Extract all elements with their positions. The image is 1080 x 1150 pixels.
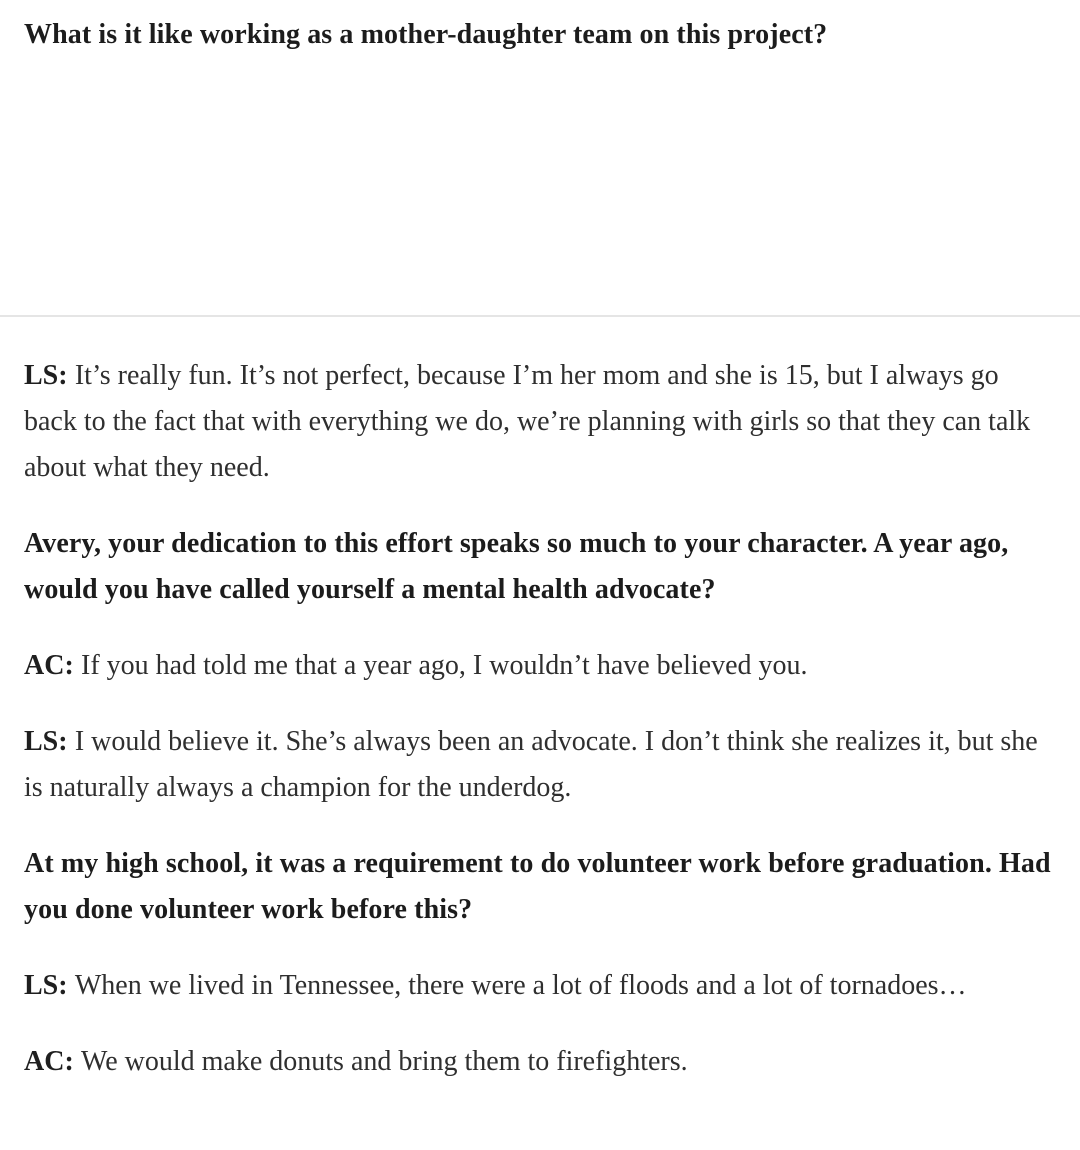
- answer-paragraph: [24, 353, 1056, 491]
- answer-text: We would make donuts and bring them to firefighters.: [81, 1046, 688, 1077]
- answer-paragraph: [24, 643, 1056, 689]
- question-paragraph: At my high school, it was a requirement to do volunteer work before graduation. Had you done volunteer work before this?: [24, 848, 1051, 925]
- speaker-label: LS:: [24, 970, 68, 1001]
- answer-text: If you had told me that a year ago, I wouldn’t have believed you.: [81, 650, 808, 681]
- speaker-label: AC:: [24, 650, 74, 681]
- answer-text: I would believe it. She’s always been an advocate. I don’t think she realizes it, but she is naturally always a champion for the underdog.: [24, 726, 1038, 803]
- answer-paragraph: [24, 1039, 1056, 1085]
- article-top-section: [0, 0, 1080, 315]
- interview-transcript: [0, 317, 1080, 1085]
- speaker-label: LS:: [24, 360, 68, 391]
- interview-question-heading: What is it like working as a mother-daughter team on this project?: [24, 19, 828, 50]
- answer-paragraph: [24, 719, 1056, 811]
- answer-paragraph: [24, 963, 1056, 1009]
- question-paragraph: Avery, your dedication to this effort speaks so much to your character. A year ago, would you have called yourself a mental health advocate?: [24, 528, 1009, 605]
- answer-text: When we lived in Tennessee, there were a lot of floods and a lot of tornadoes…: [74, 970, 967, 1001]
- answer-text: It’s really fun. It’s not perfect, because I’m her mom and she is 15, but I always go back to the fact that with everything we do, we’re planning with girls so that they can talk about what they need.: [24, 360, 1031, 483]
- empty-media-slot: [24, 55, 1056, 295]
- speaker-label: LS:: [24, 726, 68, 757]
- speaker-label: AC:: [24, 1046, 74, 1077]
